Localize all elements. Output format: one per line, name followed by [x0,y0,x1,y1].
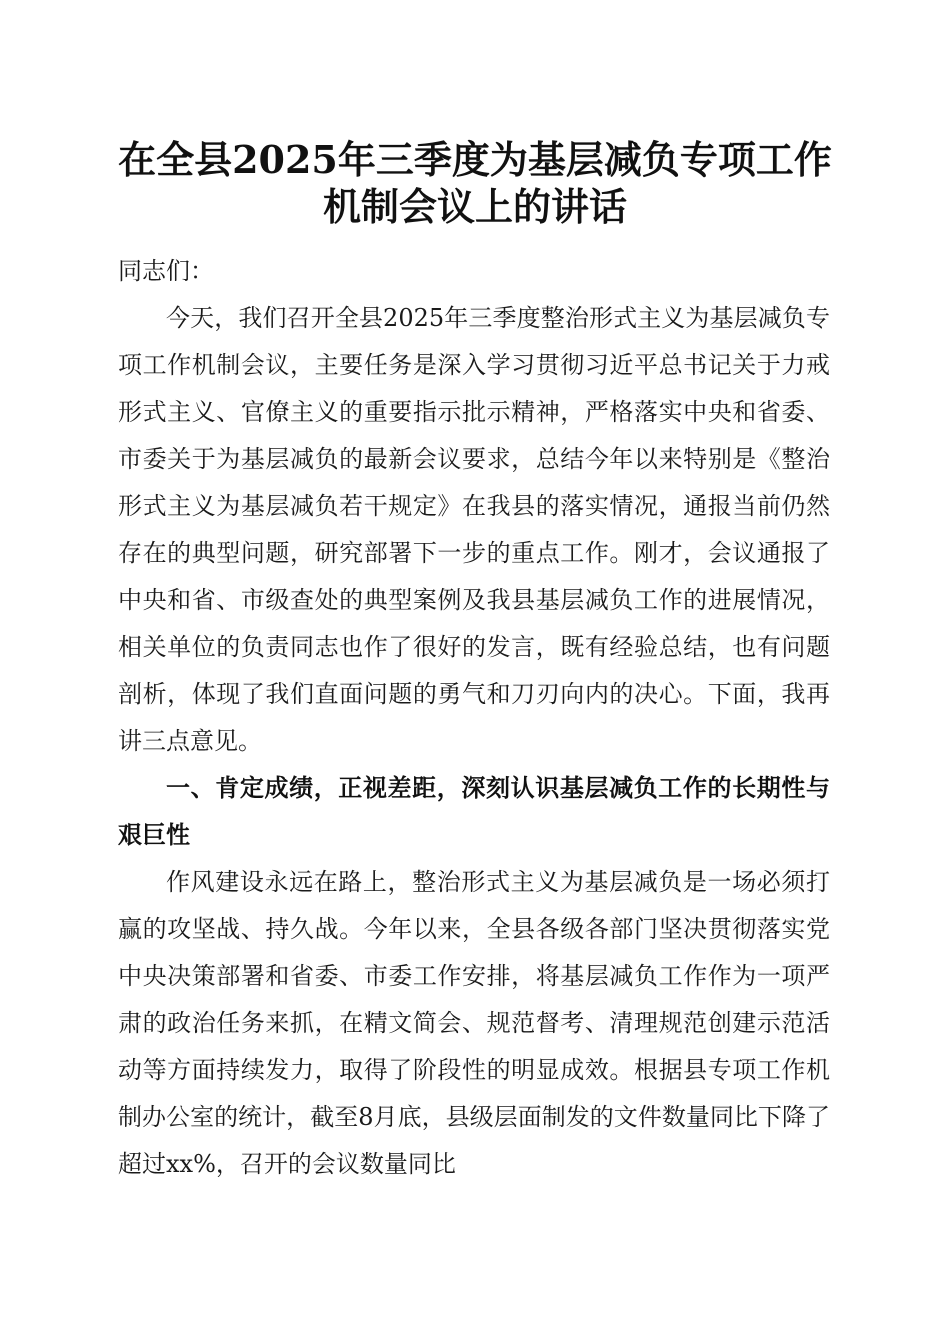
salutation: 同志们： [118,257,214,285]
intro-paragraph: 今天，我们召开全县2025年三季度整治形式主义为基层减负专项工作机制会议，主要任务是深入学习贯彻习近平总书记关于力戒形式主义、官僚主义的重要指示批示精神，严格落实中央和省委、市委关于为基层减负的最新会议要求，总结今年以来特别是《整治形式主义为基层减负若干规定》在我县的落实情况，通报当前仍然存在的典型问题，研究部署下一步的重点工作。刚才，会议通报了中央和省、市级查处的典型案例及我县基层减负工作的进展情况，相关单位的负责同志也作了很好的发言，既有经验总结，也有问题剖析，体现了我们直面问题的勇气和刀刃向内的决心。下面，我再讲三点意见。 [118,304,830,755]
document-title: 在全县2025年三季度为基层减负专项工作机制会议上的讲话 [118,137,832,229]
document-body [118,248,830,1188]
section-paragraph: 作风建设永远在路上，整治形式主义为基层减负是一场必须打赢的攻坚战、持久战。今年以来，全县各级各部门坚决贯彻落实党中央决策部署和省委、市委工作安排，将基层减负工作作为一项严肃的政治任务来抓，在精文简会、规范督考、清理规范创建示范活动等方面持续发力，取得了阶段性的明显成效。根据县专项工作机制办公室的统计，截至8月底，县级层面制发的文件数量同比下降了超过xx%，召开的会议数量同比 [118,868,830,1178]
section-heading: 一、肯定成绩，正视差距，深刻认识基层减负工作的长期性与艰巨性 [118,774,830,849]
